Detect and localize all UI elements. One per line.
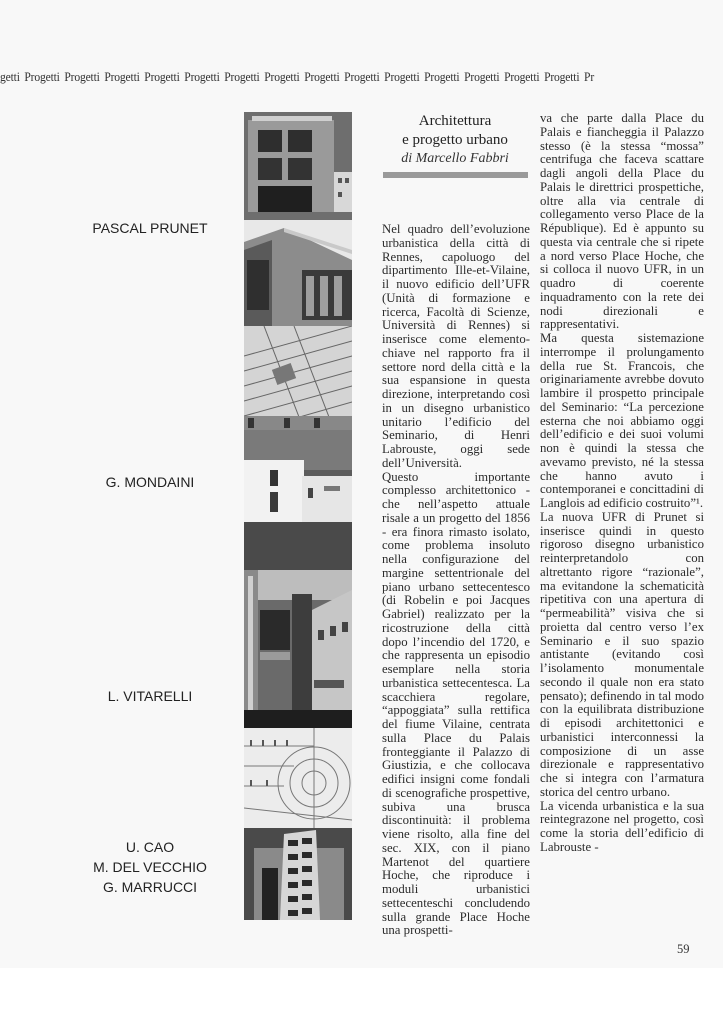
architect-name: PASCAL PRUNET: [92, 220, 208, 236]
photo-white-building: [244, 430, 352, 570]
header-word: Progetti: [424, 70, 460, 84]
header-word: Progetti: [64, 70, 100, 84]
photo-strip: [244, 112, 352, 920]
header-word: Progetti: [344, 70, 380, 84]
header-word: Progetti: [104, 70, 140, 84]
text-column-left: [382, 223, 530, 938]
header-word: Progetti: [544, 70, 580, 84]
title-divider: [383, 172, 528, 178]
header-word: Progetti: [144, 70, 180, 84]
header-word: Pr: [584, 70, 595, 84]
photo-angled-building: [244, 220, 352, 326]
header-word: Progetti: [384, 70, 420, 84]
architect-name: G. MONDAINI: [105, 474, 195, 490]
article-title-block: [380, 112, 530, 168]
photo-circular-plan: [244, 728, 352, 828]
paragraph: La nuova UFR di Prunet si inserisce quindi in questo rigoroso disegno urbanistico reinterpretandolo con altrettanto rigore “razionale”, ma evitandone la schematicità ripetitiva con una apertura di “permeabilità” visiva che si proietta dal centro verso l’ex Seminario e il suo spazio antistante (evitando così l’isolamento monumentale secondo il quale non era stato pensato); definendo in tal modo con la equilibrata distribuzione di episodi architettonici e urbanistici interconnessi la composizione di un asse direzionale e rappresentativo che si integra con l’armatura storica del centro urbano.: [540, 509, 704, 799]
photo-urban-plan: [244, 326, 352, 430]
article-author: di Marcello Fabbri: [401, 151, 509, 166]
paragraph: Ma questa sistemazione interrompe il prolungamento della rue St. Francois, che originariamente avrebbe dovuto lambire il prospetto principale del Seminario: “La percezione esterna che noi abbiamo oggi dell’edificio e dei suoi volumi non è quindi la stessa che avevamo previsto, né la stessa che hanno avuto i contemporanei e concittadini di Langlois ad edificio costruito”¹.: [540, 331, 704, 510]
photo-courtyard: [244, 570, 352, 728]
page-number: 59: [677, 942, 690, 956]
header-word: Progetti: [24, 70, 60, 84]
running-header: [0, 70, 672, 88]
article-title-line1: Architettura: [418, 113, 492, 129]
header-word: Progetti: [504, 70, 540, 84]
header-word: Progetti: [264, 70, 300, 84]
article-title-line2: e progetto urbano: [402, 132, 508, 148]
architect-name: U. CAO M. DEL VECCHIO G. MARRUCCI: [93, 839, 207, 895]
header-word: Progetti: [304, 70, 340, 84]
header-word: Progetti: [184, 70, 220, 84]
header-word: Progetti: [224, 70, 260, 84]
paragraph: La vicenda urbanistica e la sua reintegrazone nel progetto, così come la storia dell’edificio di Labrouste -: [540, 798, 704, 854]
photo-facade-grid: [244, 112, 352, 220]
paragraph: Nel quadro dell’evoluzione urbanistica della città di Rennes, capoluogo del dipartimento Ille-et-Vilaine, il nuovo edificio dell’UFR (Unità di formazione e ricerca, Facoltà di Scienze, Università di Rennes) si inserisce come elemento-chiave nel rapporto fra il settore nord della città e la sua espansione in questa direzione, interpretando così in un disegno urbanistico unitario l’edificio del Seminario, di Henri Labrouste, oggi sede dell’Università.: [382, 222, 530, 470]
architect-name: L. VITARELLI: [107, 688, 193, 704]
paragraph: Questo importante complesso architettonico - che nell’aspetto attuale risale a un progetto del 1856 - era finora rimasto isolato, come problema insoluto nella configurazione del margine settentrionale del piano urbano settecentesco (di Robelin e poi Jacques Gabriel) realizzato per la ricostruzione della città dopo l’incendio del 1720, e che rappresenta un episodio esemplare nella storia urbanistica settecentesca. La scacchiera regolare, “appoggiata” sulla rettifica del fiume Vilaine, centrata sulla Place du Palais fronteggiante il Palazzo di Giustizia, e che collocava edifici insigni come fondali di scenografiche prospettive, subiva una brusca discontinuità: il problema viene risolto, alla fine del sec. XIX, con il piano Martenot del quartiere Hoche, che riproduce i moduli urbanistici settecenteschi concludendo sulla grande Place Hoche una prospetti-: [382, 469, 530, 938]
header-word: getti: [0, 70, 20, 84]
paragraph: va che parte dalla Place du Palais e fiancheggia il Palazzo stesso (è la stessa “mossa” centrifuga che faceva scattare dagli angoli della Place du Palais le direttrici prospettiche, oltre alla via centrale di collegamento verso Place de la République). Ed è appunto su questa via centrale che si ripete a nord verso Place Hoche, che si colloca il nuovo UFR, in un quadro di coerente inquadramento con la rete dei nodi direzionali e rappresentativi.: [540, 111, 704, 332]
text-column-right: [540, 112, 704, 855]
photo-tower: [244, 828, 352, 920]
header-word: Progetti: [464, 70, 500, 84]
